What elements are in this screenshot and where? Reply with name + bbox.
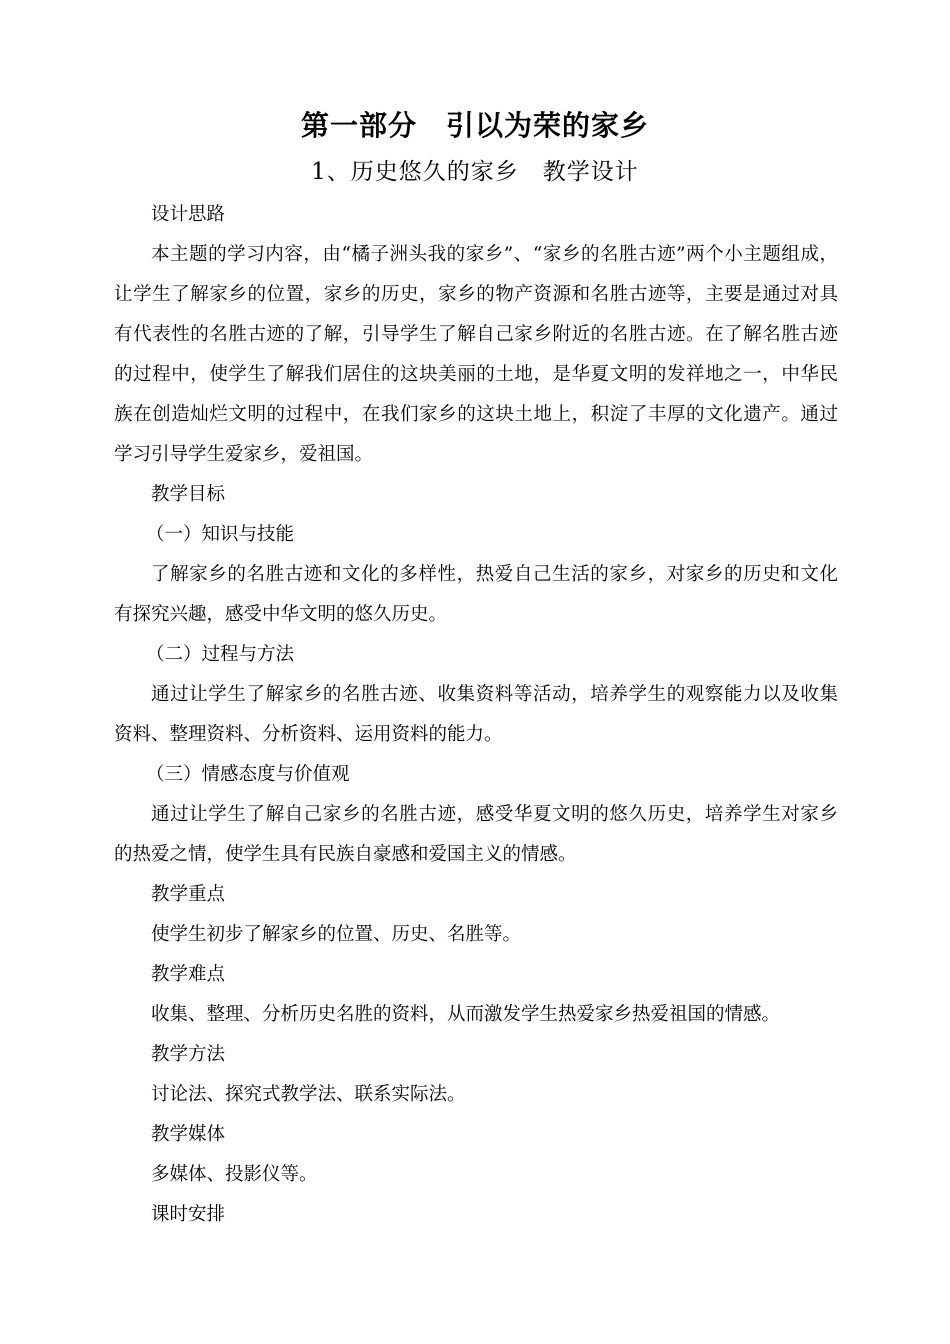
section-heading-teaching-media: 教学媒体 xyxy=(151,1124,226,1145)
paragraph-line: 有探究兴趣，感受中华文明的悠久历史。 xyxy=(114,604,448,625)
subheading-knowledge-skills: （一）知识与技能 xyxy=(146,524,295,545)
paragraph-line: 族在创造灿烂文明的过程中，在我们家乡的这块土地上，积淀了丰厚的文化遗产。通过 xyxy=(114,404,838,425)
paragraph-line: 资料、整理资料、分析资料、运用资料的能力。 xyxy=(114,724,503,745)
section-heading-teaching-goals: 教学目标 xyxy=(151,484,226,505)
paragraph-line: 多媒体、投影仪等。 xyxy=(151,1164,318,1185)
document-subtitle: 1、历史悠久的家乡 教学设计 xyxy=(311,159,639,185)
section-heading-difficulties: 教学难点 xyxy=(151,964,226,985)
paragraph-line: 讨论法、探究式教学法、联系实际法。 xyxy=(151,1084,466,1105)
section-heading-design-idea: 设计思路 xyxy=(151,204,226,225)
section-heading-schedule: 课时安排 xyxy=(151,1204,226,1225)
paragraph-line: 学习引导学生爱家乡，爱祖国。 xyxy=(114,444,374,465)
paragraph-line: 使学生初步了解家乡的位置、历史、名胜等。 xyxy=(151,924,522,945)
paragraph-line: 的过程中，使学生了解我们居住的这块美丽的土地，是华夏文明的发祥地之一，中华民 xyxy=(114,364,838,385)
paragraph-line: 收集、整理、分析历史名胜的资料，从而激发学生热爱家乡热爱祖国的情感。 xyxy=(151,1004,781,1025)
paragraph-line: 有代表性的名胜古迹的了解，引导学生了解自己家乡附近的名胜古迹。在了解名胜古迹 xyxy=(114,324,838,345)
paragraph-line: 通过让学生了解自己家乡的名胜古迹，感受华夏文明的悠久历史，培养学生对家乡 xyxy=(151,804,838,825)
section-heading-key-points: 教学重点 xyxy=(151,884,226,905)
subheading-process-method: （二）过程与方法 xyxy=(146,644,295,665)
paragraph-line: 通过让学生了解家乡的名胜古迹、收集资料等活动，培养学生的观察能力以及收集 xyxy=(151,684,838,705)
section-heading-teaching-methods: 教学方法 xyxy=(151,1044,226,1065)
subheading-emotion-values: （三）情感态度与价值观 xyxy=(146,764,350,785)
document-title: 第一部分 引以为荣的家乡 xyxy=(300,109,649,142)
paragraph-line: 了解家乡的名胜古迹和文化的多样性，热爱自己生活的家乡，对家乡的历史和文化 xyxy=(151,564,838,585)
paragraph-line: 让学生了解家乡的位置，家乡的历史，家乡的物产资源和名胜古迹等，主要是通过对具 xyxy=(114,284,838,305)
paragraph-line: 本主题的学习内容，由“橘子洲头我的家乡”、“家乡的名胜古迹”两个小主题组成， xyxy=(151,244,838,265)
paragraph-line: 的热爱之情，使学生具有民族自豪感和爱国主义的情感。 xyxy=(114,844,577,865)
